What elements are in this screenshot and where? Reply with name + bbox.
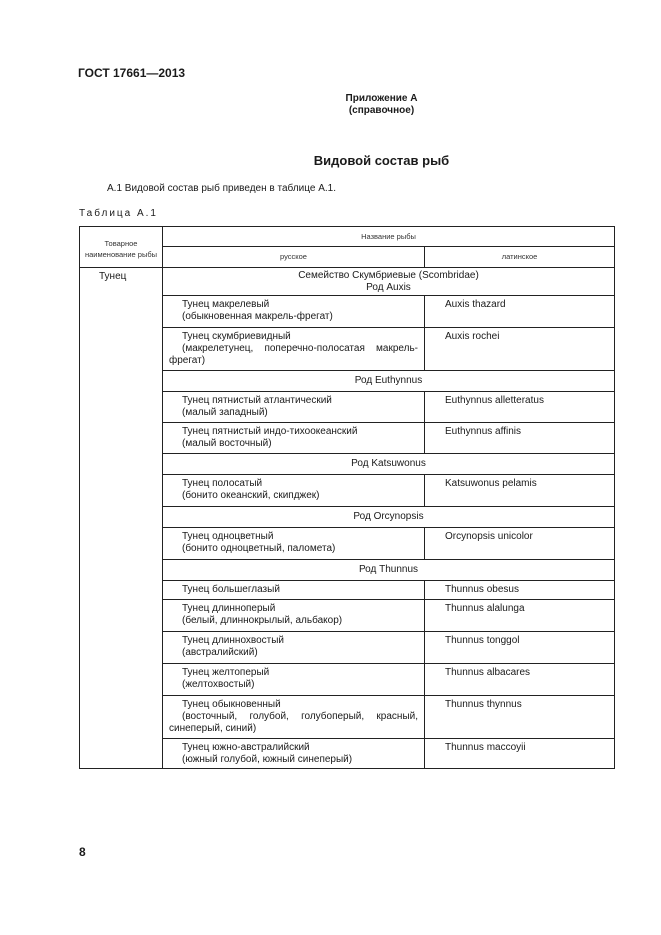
family-row [163,268,615,296]
species-latin: Thunnus maccoyii [425,739,615,769]
species-latin: Thunnus alalunga [425,600,615,632]
table-label: Таблица А.1 [79,208,158,219]
annex-heading [0,93,661,117]
species-latin: Katsuwonus pelamis [425,475,615,507]
species-russian: Тунец длинноперый (белый, длиннокрылый, альбакор) [163,600,425,632]
genus-row: Род Orcynopsis [163,507,615,528]
species-latin: Thunnus tonggol [425,632,615,664]
intro-paragraph: А.1 Видовой состав рыб приведен в таблице А.1. [107,183,336,194]
species-russian: Тунец желтоперый (желтохвостый) [163,664,425,696]
genus-row: Род Thunnus [163,560,615,581]
species-table [79,226,615,769]
species-latin: Euthynnus affinis [425,423,615,454]
species-russian: Тунец пятнистый атлантический (малый западный) [163,392,425,423]
header-trade-name: Товарное наименование рыбы [80,227,163,268]
species-russian: Тунец полосатый (бонито океанский, скипджек) [163,475,425,507]
header-latin: латинское [425,247,615,268]
header-names: Название рыбы [163,227,615,247]
species-latin: Auxis rochei [425,328,615,371]
species-latin: Orcynopsis unicolor [425,528,615,560]
annex-title: Приложение А [345,93,418,104]
species-latin: Thunnus thynnus [425,696,615,739]
species-russian: Тунец скумбриевидный (макрелетунец, поперечно-полосатая макрель- фрегат) [163,328,425,371]
family-name: Семейство Скумбриевые (Scombridae) [298,270,479,281]
species-russian: Тунец пятнистый индо-тихоокеанский (малый восточный) [163,423,425,454]
species-russian: Тунец южно-австралийский (южный голубой, южный синеперый) [163,739,425,769]
genus-auxis: Род Auxis [366,282,411,293]
species-latin: Thunnus albacares [425,664,615,696]
genus-row: Род Katsuwonus [163,454,615,475]
section-title: Видовой состав рыб [313,153,450,168]
page-number: 8 [79,845,86,859]
species-russian: Тунец большеглазый [163,581,425,600]
species-latin: Thunnus obesus [425,581,615,600]
species-russian: Тунец одноцветный (бонито одноцветный, паломета) [163,528,425,560]
annex-note: (справочное) [348,105,415,116]
species-russian: Тунец макрелевый (обыкновенная макрель-фрегат) [163,296,425,328]
document-header: ГОСТ 17661—2013 [78,66,186,80]
header-russian: русское [163,247,425,268]
species-russian: Тунец обыкновенный (восточный, голубой, голубоперый, красный, синеперый, синий) [163,696,425,739]
species-latin: Auxis thazard [425,296,615,328]
species-russian: Тунец длиннохвостый (австралийский) [163,632,425,664]
trade-name-cell: Тунец [80,268,163,769]
species-latin: Euthynnus alletteratus [425,392,615,423]
genus-row: Род Euthynnus [163,371,615,392]
